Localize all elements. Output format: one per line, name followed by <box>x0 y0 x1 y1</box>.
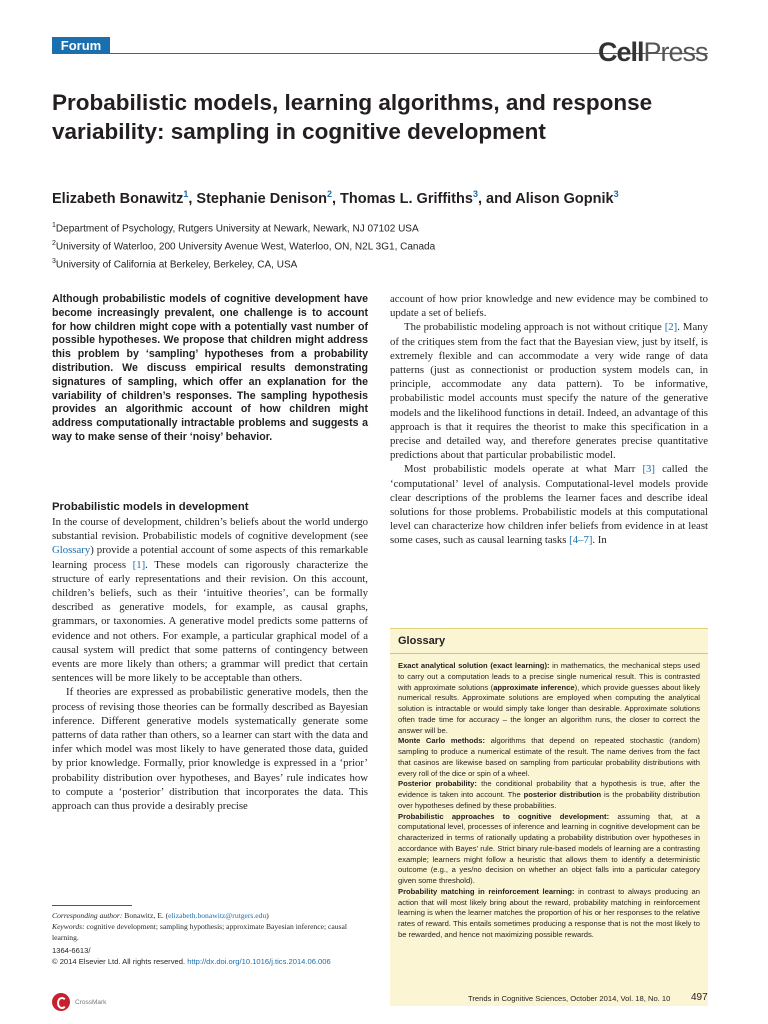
journal-footer: Trends in Cognitive Sciences, October 2014, Vol. 18, No. 10 <box>468 994 671 1003</box>
email-link[interactable]: elizabeth.bonawitz@rutgers.edu <box>168 911 267 920</box>
affiliation-sup: 1 <box>52 222 56 229</box>
abstract: Although probabilistic models of cognitive development have become increasingly prevalent, one challenge is to account for how children might cope with a potentially vast number of possible hypotheses. We propose that children might address this problem by ‘sampling’ hypotheses from a probability distribution. We discuss empirical results demonstrating signatures of sampling, which offer an explanation for the variability of children’s responses. The sampling hypothesis provides an algorithmic account of how children might address computationally intractable problems and suggests a way to make sense of their ‘noisy’ behavior. <box>52 293 368 443</box>
author-affil-sup[interactable]: 1 <box>183 189 189 199</box>
affiliation <box>52 255 652 273</box>
glossary-definition: is the probability distribution over hypotheses defined by these probabilities. <box>398 790 701 810</box>
citation-link[interactable]: [1] <box>132 558 146 571</box>
keywords <box>52 921 368 943</box>
glossary-term: Posterior probability: <box>398 779 477 789</box>
affiliation-sup: 3 <box>52 257 56 265</box>
glossary-entries <box>398 661 700 941</box>
glossary-entry <box>398 736 700 779</box>
footnote-divider <box>52 905 132 906</box>
author-name: Stephanie Denison <box>196 190 327 207</box>
text-run: The probabilistic modeling approach is not without critique <box>404 321 665 334</box>
paragraph <box>390 320 708 462</box>
left-column-body <box>52 515 368 813</box>
text-run: . Many of the critiques stem from the fact that the Bayesian view, just by itself, is extremely flexible and can accommodate a very wide range of data patterns (just as connectionist or production system models can, in principle, accommodate any data pattern). To be informative, probabilistic model accounts must specify the nature of the generative models and the likelihood functions in detail. Indeed, an advantage of this approach is that it requires the theorist to make this specification in a precise and detailed way, and therefore generates precise quantitative predictions about that particular probabilistic model. <box>390 321 708 462</box>
glossary-link[interactable]: Glossary <box>52 544 91 557</box>
footnote-label: Corresponding author: <box>52 911 123 920</box>
glossary-term: Probabilistic approaches to cognitive development: <box>398 811 610 821</box>
glossary-inline-term: posterior distribution <box>523 790 602 799</box>
author-separator: , and <box>477 190 516 207</box>
author-name: Alison Gopnik <box>515 190 614 207</box>
author-affil-sup[interactable]: 2 <box>326 189 332 199</box>
affiliation-text: University of Waterloo, 200 University Avenue West, Waterloo, ON, N2L 3G1, Canada <box>55 241 436 253</box>
paragraph <box>52 515 368 685</box>
citation-link[interactable]: [3] <box>642 463 655 476</box>
crossmark-badge[interactable] <box>52 993 106 1011</box>
footnote-text: cognitive development; sampling hypothesis; approximate Bayesian inference; causal learning. <box>52 922 347 942</box>
text-run: . In <box>592 534 607 547</box>
glossary-definition: assuming that, at a computational level, processes of inference and learning in cognitive development can be characterized in terms of rationally updating a probability distribution over hypotheses in accordance with Bayes’ rule. Strict binary rule-based models of learning are a contrasting example; learners might follow a heuristic that allows them to identify a deterministic outcome (e.g., a yes/no decision on whether an object falls into a particular category given some threshold). <box>398 811 700 885</box>
glossary-term: Exact analytical solution (exact learning): <box>398 661 550 670</box>
logo-part-press: Press <box>643 37 708 67</box>
affiliation <box>52 219 652 237</box>
corresponding-author <box>52 910 368 921</box>
footnotes <box>52 910 368 943</box>
cellpress-logo <box>598 37 708 68</box>
copyright-line <box>52 956 331 967</box>
text-run: In the course of development, children’s beliefs about the world undergo substantial revision. Probabilistic models of cognitive development (see <box>52 516 368 543</box>
copyright: © 2014 Elsevier Ltd. All rights reserved. <box>52 957 188 966</box>
citation-link[interactable]: [4–7] <box>569 534 593 547</box>
glossary-entry <box>398 812 700 887</box>
glossary-box <box>390 628 708 1006</box>
glossary-definition: in mathematics, the mechanical steps used to carry out a computation leads to a precise single numerical result. This is contrasted with approximate solutions ( <box>398 661 701 692</box>
publication-info <box>52 945 331 967</box>
text-run: called the ‘computational’ level of analysis. Computational-level models provide clear descriptions of the problems the learner faces and describe ideal solutions for those problems. Probabilistic models at this computational level can characterize how children infer beliefs from evidence in at least some cases, such as causal learning tasks <box>390 463 708 547</box>
paragraph: If theories are expressed as probabilistic generative models, then the process of revising those theories can be formally described as Bayesian inference. Different generative models systematically generate some patterns of data rather than others, so a learner can start with the data and infer which model was most likely to have generated those data, guided by prior knowledge. Formally, prior knowledge is expressed in a ‘prior’ probability distribution over hypotheses, and Bayes’ rule indicates how to compute a ‘posterior’ distribution that incorporates the data. This approach can thus provide a desirably precise <box>52 686 368 813</box>
author-name: Elizabeth Bonawitz <box>52 190 184 207</box>
glossary-definition: the conditional probability that a hypothesis is true, after the evidence is taken into account. The <box>398 779 700 799</box>
footnote-label: Keywords: <box>52 922 85 931</box>
section-heading: Probabilistic models in development <box>52 501 249 513</box>
author-separator: , <box>331 190 341 207</box>
author-affil-sup[interactable]: 3 <box>472 189 478 199</box>
affiliations <box>52 219 652 272</box>
text-run: Most probabilistic models operate at what Marr <box>404 463 643 476</box>
author-separator: , <box>188 190 197 207</box>
affiliation-text: Department of Psychology, Rutgers University at Newark, Newark, NJ 07102 USA <box>55 223 419 235</box>
page-number: 497 <box>691 992 708 1003</box>
crossmark-icon <box>52 993 70 1011</box>
author-affil-sup[interactable]: 3 <box>613 189 619 199</box>
footnote-text: Bonawitz, E. ( <box>122 911 169 920</box>
glossary-entry <box>398 887 700 941</box>
glossary-inline-term: approximate inference <box>493 682 575 692</box>
paragraph <box>390 462 708 547</box>
glossary-entry <box>398 779 700 811</box>
text-run: . These models can rigorously characterize the structure of early representations and their revision. On this account, children’s beliefs, such as their ‘intuitive theories’, can be formally described as generative models, for example, as causal graphs, grammars, or taxonomies. A generative model predicts some patterns of evidence and not others. For example, a particular graphical model of a causal system will predict that some patterns of contingency between events are more likely than others; a grammar will predict that certain sentences will be more likely to be acceptable than others. <box>52 558 368 685</box>
article-title: Probabilistic models, learning algorithms, and response variability: sampling in cognitive development <box>52 90 653 144</box>
section-tab: Forum <box>52 37 110 54</box>
author-list <box>52 189 732 207</box>
author-name: Thomas L. Griffiths <box>340 190 473 207</box>
glossary-term: Monte Carlo methods: <box>398 736 486 746</box>
paragraph: account of how prior knowledge and new evidence may be combined to update a set of beliefs. <box>390 293 708 320</box>
affiliation-sup: 2 <box>52 239 56 247</box>
glossary-entry <box>398 661 700 736</box>
crossmark-label: CrossMark <box>75 998 107 1006</box>
issn: 1364-6613/ <box>52 946 91 955</box>
right-column-body <box>390 292 708 548</box>
glossary-definition: in contrast to always producing an action that will most likely bring about the reward, probability matching in reinforcement learning is when the learner matches the proportion of his or her responses to the relative rates of reward. This entails sometimes producing a response that is not the most likely to be rewarded, and hence not maximizing possible rewards. <box>398 886 700 939</box>
footnote-text: ) <box>266 911 269 920</box>
affiliation <box>52 237 652 255</box>
logo-part-cell: Cell <box>598 37 644 67</box>
glossary-definition: algorithms that depend on repeated stochastic (random) sampling to produce a numerical estimate of the result. The name derives from the fact that casinos are likewise based on sampling from particular probability distributions with every roll of the dice or spin of a wheel. <box>398 736 700 778</box>
glossary-divider <box>390 653 708 654</box>
glossary-title: Glossary <box>398 635 446 647</box>
affiliation-text: University of California at Berkeley, Berkeley, CA, USA <box>55 258 298 270</box>
citation-link[interactable]: [2] <box>664 321 678 334</box>
glossary-definition: ), which provide guesses about likely numerical results. Approximate solutions are employed when computing the analytical solution is intractable or would simply take longer than desirable. Approximate solutions often trade time for accuracy – the longer an algorithm runs, the closer to correct the answer will be. <box>398 682 701 735</box>
glossary-term: Probability matching in reinforcement learning: <box>398 886 575 896</box>
text-run: ) provide a potential account of some aspects of this remarkable learning process <box>52 544 368 571</box>
doi-link[interactable]: http://dx.doi.org/10.1016/j.tics.2014.06.006 <box>187 957 331 966</box>
